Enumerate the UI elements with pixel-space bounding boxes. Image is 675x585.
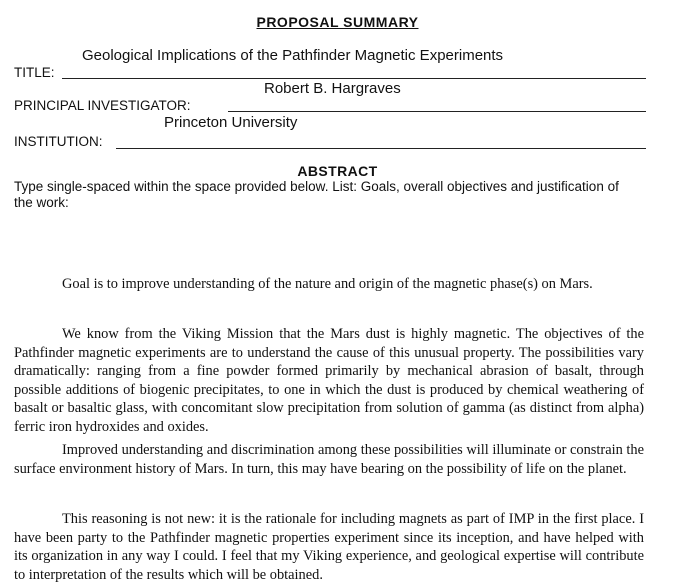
institution-value: Princeton University <box>164 114 298 131</box>
abstract-title: ABSTRACT <box>297 163 378 179</box>
abstract-paragraph-text: We know from the Viking Mission that the Mars dust is highly magnetic. The objectives of the Pathfinder magnetic experiments are to understand the cause of this unusual property. The possibilities vary dramatically: ranging from a fine powder formed primarily by mechanical abrasion of basalt, through possible additions of biogenic precipitates, to one in which the dust is produced by chemical weathering of basalt or basaltic glass, with concomitant slow precipitation from solution of gamma (as distinct from alpha) ferric iron hydroxides and oxides. <box>14 326 644 435</box>
title-label: TITLE: <box>14 65 55 80</box>
abstract-paragraph <box>14 275 644 294</box>
title-value: Geological Implications of the Pathfinder Magnetic Experiments <box>82 47 504 64</box>
abstract-paragraph <box>14 441 644 478</box>
abstract-paragraph-text: Improved understanding and discrimination among these possibilities will illuminate or constrain the surface environment history of Mars. In turn, this may have bearing on the possibility of life on the planet. <box>14 442 644 477</box>
abstract-paragraph-text: Goal is to improve understanding of the nature and origin of the magnetic phase(s) on Mars. <box>62 276 593 292</box>
abstract-paragraph-text: This reasoning is not new: it is the rationale for including magnets as part of IMP in the first place. I have been party to the Pathfinder magnetic properties experiment since its inception, and have helped with its organization in any way I could. I feel that my Viking experience, and geological expertise will contribute to interpretation of the results which will be obtained. <box>14 511 644 583</box>
institution-label: INSTITUTION: <box>14 134 103 149</box>
title-underline <box>62 78 646 79</box>
principal-investigator-value: Robert B. Hargraves <box>264 80 401 97</box>
abstract-paragraph <box>14 510 644 584</box>
principal-investigator-label: PRINCIPAL INVESTIGATOR: <box>14 98 191 113</box>
abstract-instructions: Type single-spaced within the space provided below. List: Goals, overall objectives and justification of the work: <box>14 179 619 210</box>
principal-investigator-underline <box>228 111 646 112</box>
institution-underline <box>116 148 646 149</box>
page-heading: PROPOSAL SUMMARY <box>256 14 419 30</box>
abstract-paragraph <box>14 325 644 436</box>
